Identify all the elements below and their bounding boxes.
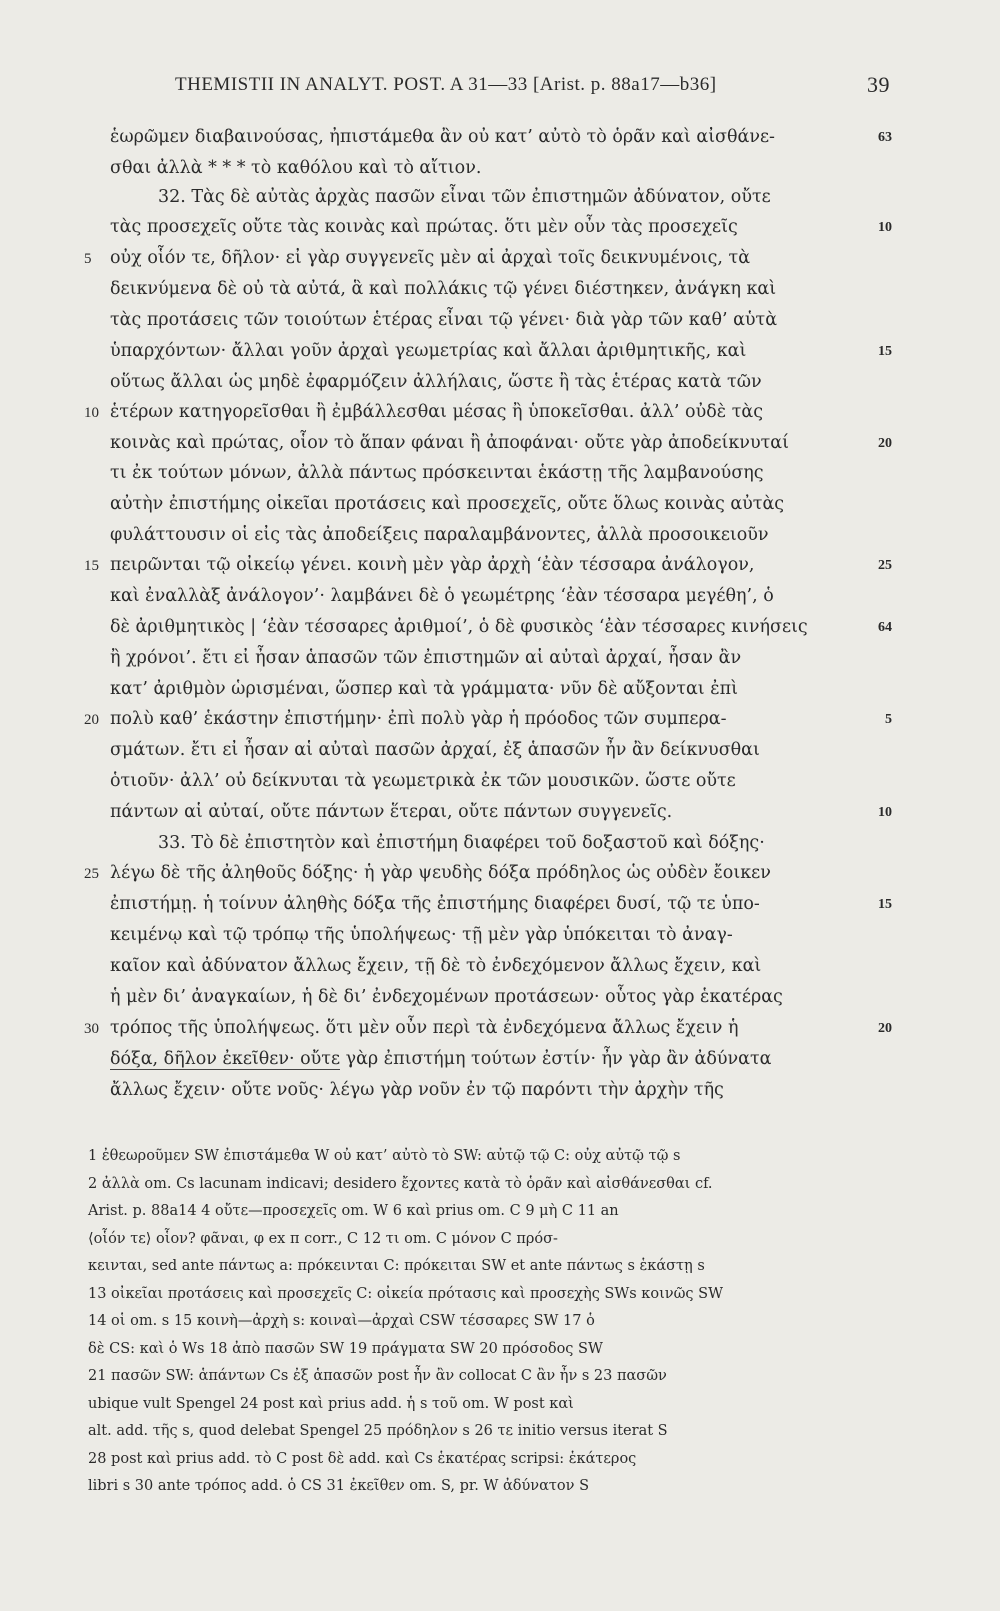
text-line: δόξα, δῆλον ἐκεῖθεν· οὔτε γὰρ ἐπιστήμη τούτων ἐστίν· ἦν γὰρ ἂν ἀδύνατα (110, 1049, 772, 1069)
text-line: κοινὰς καὶ πρώτας, οἷον τὸ ἅπαν φάναι ἢ ἀποφάναι· οὔτε γὰρ ἀποδείκνυταί (110, 433, 789, 453)
text-line: πάντων αἱ αὐταί, οὔτε πάντων ἕτεραι, οὔτε πάντων συγγενεῖς. (110, 802, 673, 822)
text-line: δὲ ἀριθμητικὸς | ‘ἐὰν τέσσαρες ἀριθμοί’, ὁ δὲ φυσικὸς ‘ἐὰν τέσσαρες κινήσεις (110, 617, 808, 637)
footnote-line: δὲ CS: καὶ ὁ Ws 18 ἀπὸ πασῶν SW 19 πράγματα SW 20 πρόσοδος SW (88, 1340, 603, 1357)
footnote-line: 13 οἰκεῖαι προτάσεις καὶ προσεχεῖς C: οἰκεία πρότασις καὶ προσεχὴς SWs κοινῶς SW (88, 1285, 723, 1302)
line-number-right: 15 (878, 897, 892, 912)
text-line: ἐπιστήμῃ. ἡ τοίνυν ἀληθὴς δόξα τῆς ἐπιστήμης διαφέρει δυσί, τῷ τε ὑπο- (110, 894, 760, 914)
running-title: THEMISTII IN ANALYT. POST. A 31—33 [Arist. p. 88a17—b36] (175, 74, 717, 95)
footnote-line: Arist. p. 88a14 4 οὔτε—προσεχεῖς om. W 6 καὶ prius om. C 9 μὴ C 11 an (88, 1203, 619, 1219)
text-line: πολὺ καθ’ ἑκάστην ἐπιστήμην· ἐπὶ πολὺ γὰρ ἡ πρόοδος τῶν συμπερα- (110, 709, 727, 729)
line-number-right: 64 (878, 620, 892, 635)
text-line: σθαι ἀλλὰ * * * τὸ καθόλου καὶ τὸ αἴτιον. (110, 158, 482, 178)
footnote-line: libri s 30 ante τρόπος add. ὁ CS 31 ἐκεῖθεν om. S, pr. W ἀδύνατον S (88, 1478, 590, 1494)
page-number: 39 (867, 72, 890, 97)
footnote-line: 21 πασῶν SW: ἁπάντων Cs ἐξ ἁπασῶν post ἦν ἂν collocat C ἂν ἦν s 23 πασῶν (88, 1368, 667, 1384)
line-number-right: 10 (878, 805, 892, 820)
text-line: 33. Τὸ δὲ ἐπιστητὸν καὶ ἐπιστήμη διαφέρει τοῦ δοξαστοῦ καὶ δόξης· (158, 833, 765, 853)
text-line: καῖον καὶ ἀδύνατον ἄλλως ἔχειν, τῇ δὲ τὸ ἐνδεχόμενον ἄλλως ἔχειν, καὶ (110, 956, 762, 976)
line-number-left: 5 (84, 251, 92, 267)
text-line: ὁτιοῦν· ἀλλ’ οὐ δείκνυται τὰ γεωμετρικὰ ἐκ τῶν μουσικῶν. ὥστε οὔτε (110, 771, 736, 791)
line-number-right: 20 (878, 1021, 892, 1036)
text-line: τὰς προσεχεῖς οὔτε τὰς κοινὰς καὶ πρώτας. ὅτι μὲν οὖν τὰς προσεχεῖς (110, 217, 738, 237)
line-number-left: 20 (84, 712, 99, 728)
line-number-right: 10 (878, 220, 892, 235)
line-number-left: 25 (84, 866, 99, 882)
footnote-line: ⟨οἷόν τε⟩ οἷον? φᾶναι, φ ex π corr., C 12 τι om. C μόνον C πρόσ- (88, 1230, 558, 1247)
line-number-left: 30 (84, 1021, 99, 1037)
text-line: τρόπος τῆς ὑπολήψεως. ὅτι μὲν οὖν περὶ τὰ ἐνδεχόμενα ἄλλως ἔχειν ἡ (110, 1018, 739, 1038)
text-line: κειμένῳ καὶ τῷ τρόπῳ τῆς ὑπολήψεως· τῇ μὲν γὰρ ὑπόκειται τὸ ἀναγ- (110, 925, 733, 945)
text-line: ἡ μὲν δι’ ἀναγκαίων, ἡ δὲ δι’ ἐνδεχομένων προτάσεων· οὗτος γὰρ ἑκατέρας (110, 987, 783, 1007)
line-number-right: 63 (878, 130, 892, 145)
line-number-left: 10 (84, 405, 99, 421)
text-line: δεικνύμενα δὲ οὐ τὰ αὐτά, ἃ καὶ πολλάκις τῷ γένει διέστηκεν, ἀνάγκη καὶ (110, 279, 777, 299)
text-line: 32. Τὰς δὲ αὐτὰς ἀρχὰς πασῶν εἶναι τῶν ἐπιστημῶν ἀδύνατον, οὔτε (158, 187, 771, 207)
text-line: οὐχ οἷόν τε, δῆλον· εἰ γὰρ συγγενεῖς μὲν αἱ ἀρχαὶ τοῖς δεικνυμένοις, τὰ (110, 248, 751, 268)
text-line: φυλάττουσιν οἱ εἰς τὰς ἀποδείξεις παραλαμβάνοντες, ἀλλὰ προσοικειοῦν (110, 525, 769, 545)
footnote-rule (110, 1069, 340, 1070)
line-number-left: 15 (84, 558, 99, 574)
text-line: τὰς προτάσεις τῶν τοιούτων ἑτέρας εἶναι τῷ γένει· διὰ γὰρ τῶν καθ’ αὑτὰ (110, 310, 778, 330)
text-line: οὕτως ἄλλαι ὡς μηδὲ ἐφαρμόζειν ἀλλήλαις, ὥστε ἢ τὰς ἑτέρας κατὰ τῶν (110, 372, 762, 392)
footnote-line: alt. add. τῆς s, quod delebat Spengel 25 πρόδηλον s 26 τε initio versus iterat S (88, 1423, 668, 1439)
line-number-right: 25 (878, 558, 892, 573)
line-number-right: 5 (885, 712, 892, 727)
text-line: λέγω δὲ τῆς ἀληθοῦς δόξης· ἡ γὰρ ψευδὴς δόξα πρόδηλος ὡς οὐδὲν ἔοικεν (110, 863, 771, 883)
footnote-line: 2 ἀλλὰ om. Cs lacunam indicavi; desidero ἔχοντες κατὰ τὸ ὁρᾶν καὶ αἰσθάνεσθαι cf. (88, 1175, 713, 1192)
text-line: ἄλλως ἔχειν· οὔτε νοῦς· λέγω γὰρ νοῦν ἐν τῷ παρόντι τὴν ἀρχὴν τῆς (110, 1080, 724, 1100)
text-line: ἑωρῶμεν διαβαινούσας, ἠπιστάμεθα ἂν οὐ κατ’ αὐτὸ τὸ ὁρᾶν καὶ αἰσθάνε- (110, 127, 775, 147)
text-line: ἑτέρων κατηγορεῖσθαι ἢ ἐμβάλλεσθαι μέσας ἢ ὑποκεῖσθαι. ἀλλ’ οὐδὲ τὰς (110, 402, 764, 422)
text-line: πειρῶνται τῷ οἰκείῳ γένει. κοινὴ μὲν γὰρ ἀρχὴ ‘ἐὰν τέσσαρα ἀνάλογον, (110, 555, 755, 575)
footnote-line: 14 οἱ om. s 15 κοινὴ—ἀρχὴ s: κοιναὶ—ἀρχαὶ CSW τέσσαρες SW 17 ὁ (88, 1313, 595, 1329)
running-header (175, 74, 890, 96)
line-number-right: 15 (878, 344, 892, 359)
text-line: καὶ ἐναλλὰξ ἀνάλογον’· λαμβάνει δὲ ὁ γεωμέτρης ‘ἐὰν τέσσαρα μεγέθη’, ὁ (110, 586, 774, 606)
text-line: τι ἐκ τούτων μόνων, ἀλλὰ πάντως πρόσκεινται ἑκάστῃ τῆς λαμβανούσης (110, 463, 764, 483)
footnote-line: 28 post καὶ prius add. τὸ C post δὲ add. καὶ Cs ἑκατέρας scripsi: ἑκάτερος (88, 1450, 637, 1467)
footnote-line: κεινται, sed ante πάντως a: πρόκεινται C: πρόκειται SW et ante πάντως s ἑκάστῃ s (88, 1258, 705, 1274)
footnote-line: ubique vult Spengel 24 post καὶ prius add. ἡ s τοῦ om. W post καὶ (88, 1395, 574, 1412)
text-line: κατ’ ἀριθμὸν ὡρισμέναι, ὥσπερ καὶ τὰ γράμματα· νῦν δὲ αὔξονται ἐπὶ (110, 679, 738, 699)
text-line: αὐτὴν ἐπιστήμης οἰκεῖαι προτάσεις καὶ προσεχεῖς, οὔτε ὅλως κοινὰς αὐτὰς (110, 494, 785, 514)
text-line: σμάτων. ἔτι εἰ ἦσαν αἱ αὐταὶ πασῶν ἀρχαί, ἐξ ἁπασῶν ἦν ἂν δείκνυσθαι (110, 740, 760, 760)
line-number-right: 20 (878, 436, 892, 451)
text-line: ἢ χρόνοι’. ἔτι εἰ ἦσαν ἁπασῶν τῶν ἐπιστημῶν αἱ αὐταὶ ἀρχαί, ἦσαν ἂν (110, 648, 742, 668)
text-line: ὑπαρχόντων· ἄλλαι γοῦν ἀρχαὶ γεωμετρίας καὶ ἄλλαι ἀριθμητικῆς, καὶ (110, 341, 747, 361)
footnote-line: 1 ἐθεωροῦμεν SW ἐπιστάμεθα W οὐ κατ’ αὐτὸ τὸ SW: αὐτῷ τῷ C: οὐχ αὐτῷ τῷ s (88, 1148, 681, 1164)
